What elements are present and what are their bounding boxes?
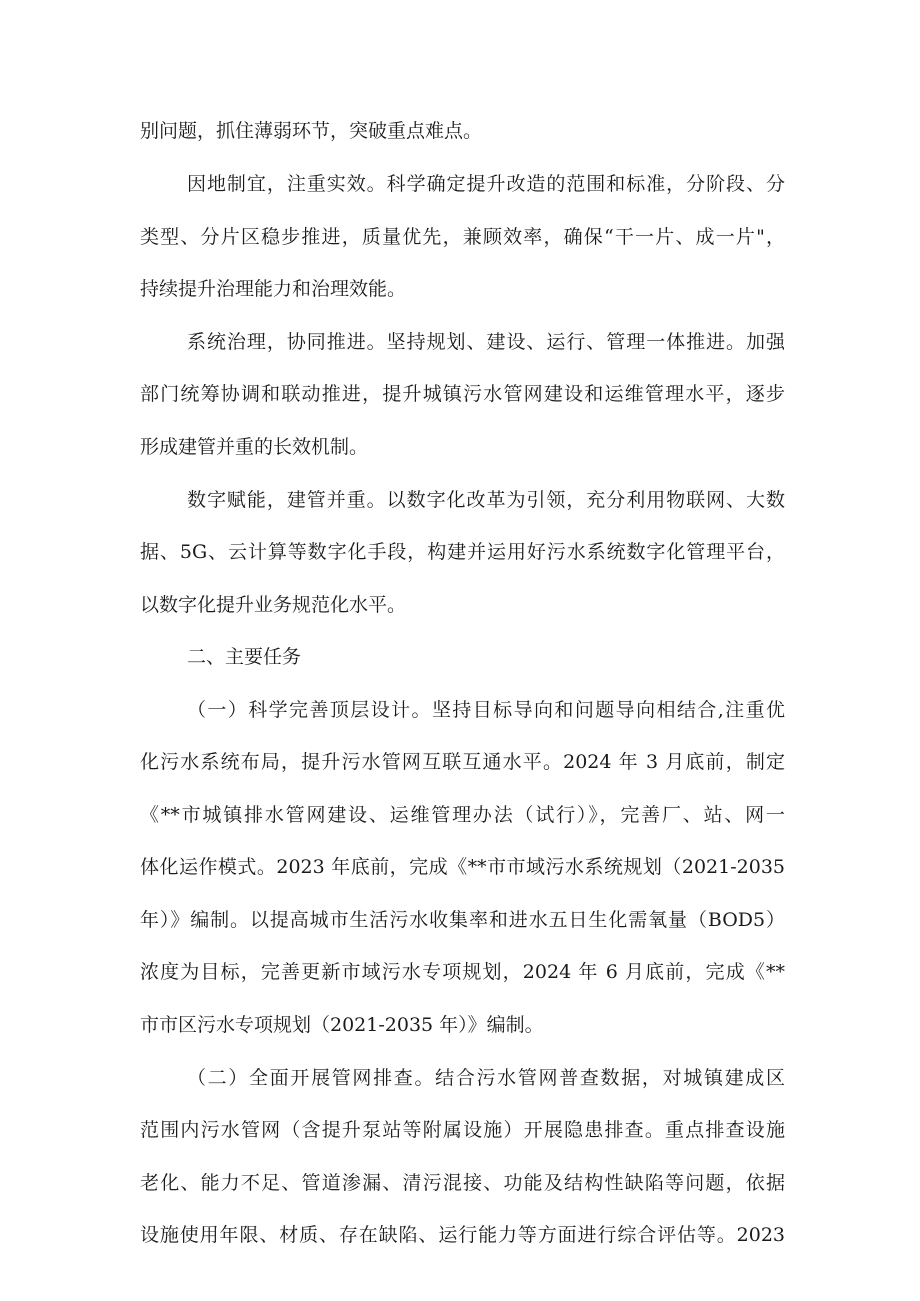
text-line: 部门统筹协调和联动推进，提升城镇污水管网建设和运维管理水平，逐步 xyxy=(140,383,785,405)
paragraph-heading-line: 系统治理，协同推进。坚持规划、建设、运行、管理一体推进。加强 xyxy=(187,331,785,353)
text-line: 化污水系统布局，提升污水管网互联互通水平。2024 年 3 月底前，制定 xyxy=(140,751,785,773)
text-line: 《**市城镇排水管网建设、运维管理办法（试行）》，完善厂、站、网一 xyxy=(140,804,785,826)
paragraph-heading-line: （二）全面开展管网排查。结合污水管网普查数据，对城镇建成区 xyxy=(187,1067,785,1089)
text-line: 以数字化提升业务规范化水平。 xyxy=(140,594,407,616)
paragraph-heading-line: 数字赋能，建管并重。以数字化改革为引领，充分利用物联网、大数 xyxy=(187,489,785,511)
text-line: 浓度为目标，完善更新市域污水专项规划，2024 年 6 月底前，完成《** xyxy=(140,961,785,983)
text-line: 别问题，抓住薄弱环节，突破重点难点。 xyxy=(140,120,483,142)
text-line: 范围内污水管网（含提升泵站等附属设施）开展隐患排查。重点排查设施 xyxy=(140,1119,785,1141)
text-line: 类型、分片区稳步推进，质量优先，兼顾效率，确保“干一片、成一片"， xyxy=(140,226,785,248)
text-line: 市市区污水专项规划（2021-2035 年）》编制。 xyxy=(140,1014,544,1036)
text-line: 形成建管并重的长效机制。 xyxy=(140,436,369,458)
paragraph-heading-line: 因地制宜，注重实效。科学确定提升改造的范围和标准，分阶段、分 xyxy=(187,173,785,195)
text-line: 据、5G、云计算等数字化手段，构建并运用好污水系统数字化管理平台， xyxy=(140,541,785,563)
text-line: 年）》编制。以提高城市生活污水收集率和进水五日生化需氧量（BOD5） xyxy=(140,909,785,931)
paragraph-heading-line: （一）科学完善顶层设计。坚持目标导向和问题导向相结合,注重优 xyxy=(187,699,785,721)
text-line: 持续提升治理能力和治理效能。 xyxy=(140,278,407,300)
section-heading: 二、主要任务 xyxy=(187,646,302,668)
text-line: 老化、能力不足、管道渗漏、清污混接、功能及结构性缺陷等问题，依据 xyxy=(140,1172,785,1194)
text-line: 设施使用年限、材质、存在缺陷、运行能力等方面进行综合评估等。2023 xyxy=(140,1224,785,1246)
text-line: 体化运作模式。2023 年底前，完成《**市市域污水系统规划（2021-2035 xyxy=(140,856,785,878)
